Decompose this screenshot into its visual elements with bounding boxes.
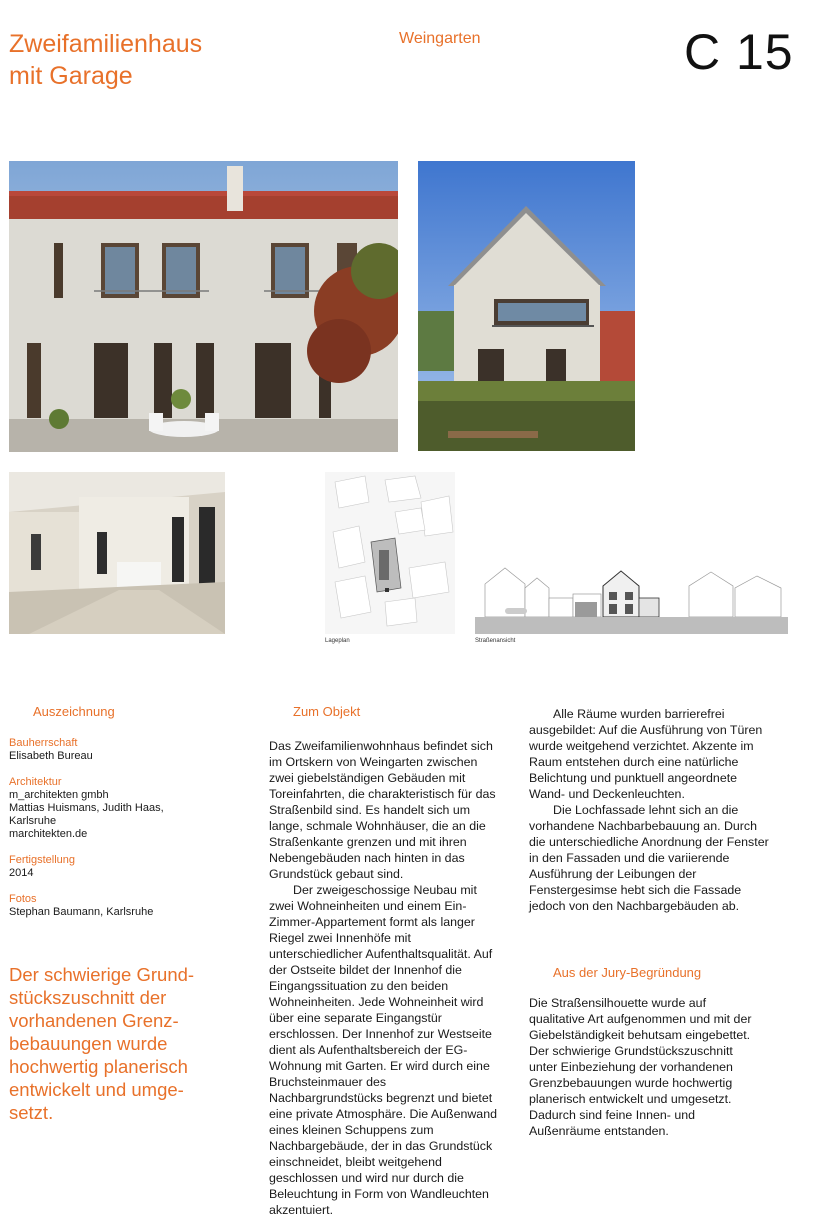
location-label: Weingarten: [399, 30, 481, 47]
client-value: Elisabeth Bureau: [9, 750, 93, 762]
site-plan-drawing: [325, 472, 455, 634]
photos-label: Fotos: [9, 893, 37, 905]
client-group: [9, 737, 239, 763]
architect-group: [9, 776, 239, 841]
photo-interior: [9, 472, 225, 634]
client-label: Bauherrschaft: [9, 737, 78, 749]
pull-quote: Der schwierige Grund-stückszuschnitt der vorhandenen Grenz-bebauungen wurde hochwertig planerisch entwickelt und umge-setzt.: [9, 964, 195, 1123]
jury-text-column: [529, 995, 764, 1139]
object-paragraph-1: Das Zweifamilienwohnhaus befindet sich im Ortskern von Weingarten zwischen zwei giebelständigen Gebäuden mit Toreinfahrten, die charakteristisch für das Straßenbild sind. Es handelt sich um lange, schmale Wohnhäuser, die an die Straßenkante grenzen und mit ihren Nebengebäuden nach hinten in das Grundstück gebaut sind.: [269, 739, 496, 881]
title-line-1: Zweifamilienhaus: [9, 30, 203, 58]
object-text-column-continued: [529, 706, 774, 914]
photo-gable-facade: [418, 161, 635, 451]
object-paragraph-4: Die Lochfassade lehnt sich an die vorhandene Nachbarbebauung an. Durch die unterschiedliche Anordnung der Fenster in den Fassaden und die variierende Ausführung der Leibungen der Fenstergesimse hebt sich die Fassade jedoch von den Nachbargebäuden ab.: [529, 803, 769, 913]
photos-group: [9, 893, 239, 919]
photo-garden-facade: [9, 161, 398, 452]
completion-group: [9, 854, 239, 880]
object-paragraph-2: Der zweigeschossige Neubau mit zwei Wohneinheiten und einem Ein-Zimmer-Appartement formt als langer Riegel zwei Innenhöfe mit unterschiedlicher Aufenthaltsqualität. Auf der Ostseite bildet der Innenhof die Eingangssituation zu den beiden Wohneinheiten. Jede Wohneinheit wird über eine separate Eingangstür erschlossen. Der Innenhof zur Westseite dient als Aufenthaltsbereich der EG-Wohnung mit Garten. Er wird durch eine Bruchsteinmauer des Nachbargrundstücks begrenzt und bietet eine private Atmosphäre. Die Außenwand eines kleinen Schuppens zum Nachbargebäude, der in das Grundstück einschneidet, bleibt weitgehend geschlossen und wird nur durch die Beleuchtung in Form von Wandleuchten akzentuiert.: [269, 883, 497, 1217]
street-elevation-drawing: [475, 562, 788, 634]
page-title: [9, 28, 202, 92]
photos-value: Stephan Baumann, Karlsruhe: [9, 906, 154, 918]
architect-line-2: Mattias Huismans, Judith Haas,: [9, 802, 164, 814]
jury-paragraph: Die Straßensilhouette wurde auf qualitative Art aufgenommen und mit der Giebelständigkeit behutsam eingebettet. Der schwierige Grundstückszuschnitt unter Einbeziehung der vorhandenen Grenzbebauungen wurde hochwertig planerisch entwickelt und umgesetzt. Dadurch sind feine Innen- und Außenräume entstanden.: [529, 996, 752, 1138]
object-paragraph-3: Alle Räume wurden barrierefrei ausgebildet: Auf die Ausführung von Türen wurde weitgehend verzichtet. Akzente im Raum entstehen durch eine natürliche Belichtung und punktuell angeordnete Wand- und Deckenleuchten.: [529, 707, 763, 801]
title-line-2: mit Garage: [9, 62, 133, 90]
architect-line-1: m_architekten gmbh: [9, 789, 109, 801]
site-plan-caption: Lageplan: [325, 638, 350, 644]
jury-heading: Aus der Jury-Begründung: [553, 965, 702, 980]
object-heading: Zum Objekt: [293, 704, 361, 719]
architect-line-3: Karlsruhe: [9, 815, 57, 827]
object-text-column: [269, 738, 501, 1218]
architect-website: marchitekten.de: [9, 828, 88, 840]
architect-label: Architektur: [9, 776, 62, 788]
street-elevation-caption: Straßenansicht: [475, 638, 516, 644]
completion-label: Fertigstellung: [9, 854, 76, 866]
project-meta: [9, 737, 239, 932]
project-code: C 15: [684, 24, 794, 80]
award-heading: Auszeichnung: [33, 704, 115, 719]
completion-value: 2014: [9, 867, 34, 879]
